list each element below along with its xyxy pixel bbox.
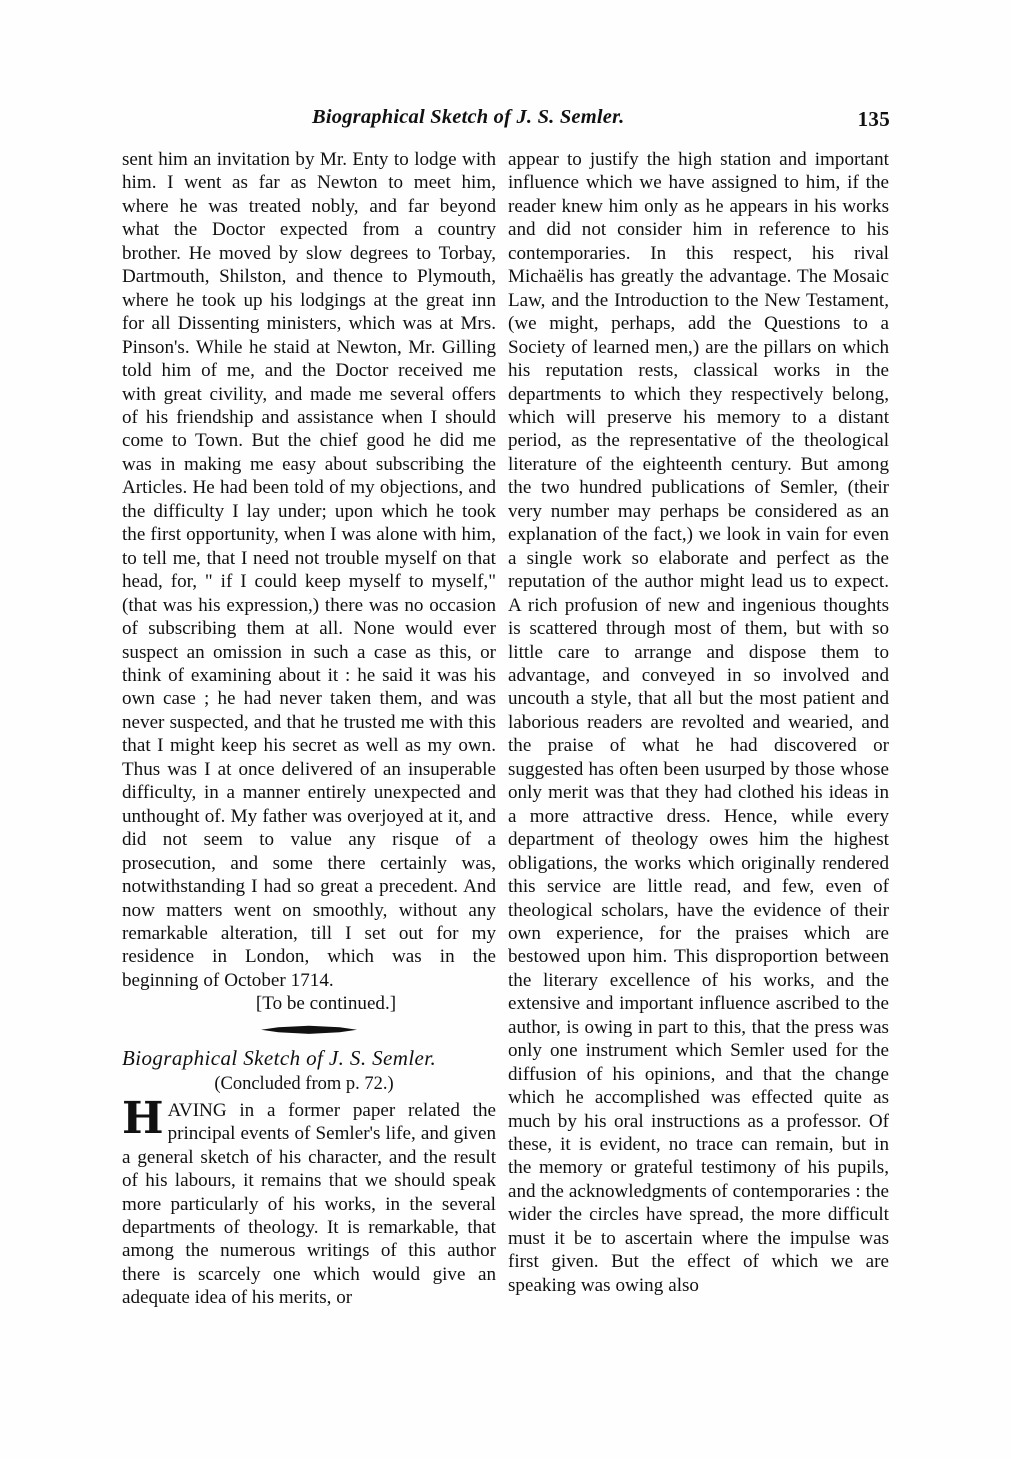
- article-opening-text: AVING in a former paper related the principal events of Semler's life, and given a general sketch of his character, and the result of his labours, it remains that we should speak more particularly of his works, in the several departments of theology. It is remarkable, that among the numerous writings of this author there is scarcely one which would give an adequate idea of his merits, or: [122, 1099, 496, 1309]
- article-opening-paragraph: [122, 1092, 496, 1310]
- italic-title-run: Introduction to the New Testament,: [614, 289, 889, 311]
- drop-cap-letter: H: [122, 1092, 164, 1144]
- body-text-run: and the: [545, 289, 615, 311]
- running-head: [122, 106, 890, 134]
- running-head-title: Biographical Sketch of J. S. Semler.: [312, 106, 625, 128]
- right-column: [508, 148, 889, 1297]
- continued-article-paragraph: sent him an invitation by Mr. Enty to lodge with him. I went as far as Newton to meet him, where he was treated nobly, and far beyond what the Doctor expected from a country brother. He moved by slow degrees to Torbay, Dartmouth, Shilston, and thence to Plymouth, where he took up his lodgings at the great inn for all Dissenting ministers, which was at Mrs. Pinson's. While he staid at Newton, Mr. Gilling told him of me, and the Doctor received me with great civility, and made me several offers of his friendship and assistance when I should come to Town. But the chief good he did me was in making me easy about subscribing the Articles. He had been told of my objections, and the difficulty I lay under; upon which he took the first opportunity, when I was alone with him, to tell me, that I need not trouble myself on that head, for, " if I could keep myself to myself," (that was his expression,) there was no occasion of subscribing them at all. None would ever suspect an omission in such a case as this, or think of examining about it : he said it was his own case ; he had never taken them, and was never suspected, and that he trusted me with this that I might keep his secret as well as my own. Thus was I at once delivered of an insuperable difficulty, in a manner entirely unexpected and unthought of. My father was overjoyed at it, and did not seem to value any risque of a prosecution, and some there certainly was, notwithstanding I had so great a precedent. And now matters went on smoothly, without any remarkable alteration, till I set out for my residence in London, which was in the beginning of October 1714.: [122, 149, 496, 991]
- italic-title-run: his: [508, 360, 531, 382]
- body-text-run: appear to justify the high station and important influence which we have assigned to him, if the reader knew him only as he appears in his works and did not consider him in reference to his contemporaries. In this respect, his rival Michaëlis has greatly the advantage. The: [508, 149, 889, 288]
- article-subtitle: (Concluded from p. 72.): [214, 1073, 394, 1094]
- left-column: [122, 148, 496, 1310]
- right-column-paragraph: [508, 148, 889, 1297]
- article-title: Biographical Sketch of J. S. Semler.: [122, 1045, 437, 1070]
- italic-title-run: Mosaic Law,: [508, 266, 889, 311]
- body-text-run: (we might, perhaps, add the: [508, 313, 765, 335]
- to-be-continued-note: [To be continued.]: [255, 993, 397, 1015]
- lens-rule-ornament-icon: [122, 1023, 496, 1037]
- body-text-run: ) are the pillars on which: [692, 336, 889, 358]
- italic-title-run: Questions to a Society of learned men,: [508, 313, 889, 358]
- body-text-run: reputation rests, classical works in the departments to which they respectively belong, which will preserve his memory to a distant period, as the representative of the theological literature of the eighteenth century. But among the two hundred publications of Semler, (their very number may perhaps be considered as an explanation of the fact,) we look in vain for even a single work so elaborate and perfect as the reputation of the author might lead us to expect. A rich profusion of new and ingenious thoughts is scattered through most of them, but with so little care to arrange and dispose them to advantage, and conveyed in so involved and uncouth a style, that all but the most patient and laborious readers are revolted and wearied, and the praise of what he had discovered or suggested has often been usurped by those whose only merit was that they had clothed his ideas in a more attractive dress. Hence, while every department of theology owes him the highest obligations, the works which originally rendered this service are little read, and few, even of theological scholars, have the evidence of their own experience, for the praises which are bestowed upon him. This disproportion between the literary excellence of his works, and the extensive and important influence ascribed to the author, is owing in part to this, that the press was only one instrument which Semler used for the diffusion of his opinions, and that the change which he accomplished was effected quite as much by his oral instructions as a professor. Of these, it is evident, no trace can remain, but in the memory or grateful testimony of his pupils, and the acknowledgments of contemporaries : the wider the circles have spread, the more difficult must it be to ascertain where the impulse was first given. But the effect of which we are speaking was owing also: [508, 360, 889, 1296]
- page-number: 135: [857, 107, 890, 131]
